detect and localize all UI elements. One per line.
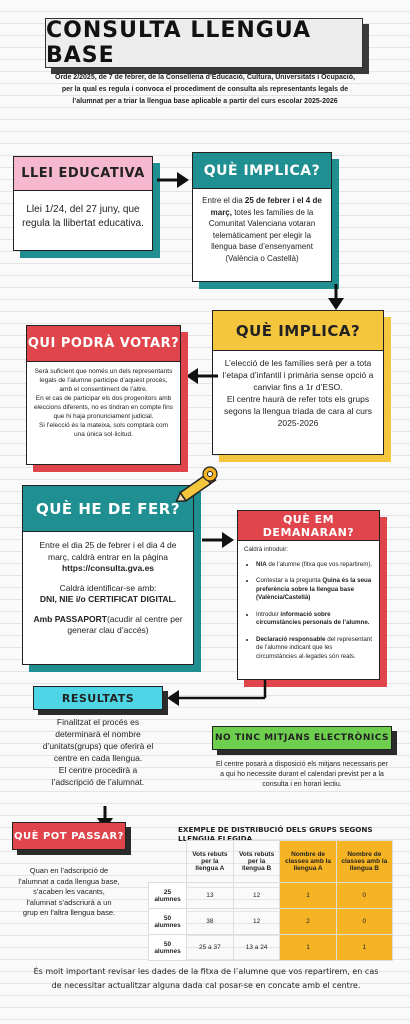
table-row bbox=[149, 909, 393, 935]
que-implica-text-1 bbox=[193, 189, 331, 270]
que-implica-box-1 bbox=[192, 152, 332, 282]
arrow-connector-icon bbox=[165, 680, 275, 720]
que-fer-p4-rest: (acudir al centre per generar clau d’accés) bbox=[67, 613, 183, 635]
no-tinc-text: El centre posarà a disposició els mitjans necessaris per a qui ho necessite durant el calendari previst per a la consulta i en horari lectiu. bbox=[216, 761, 388, 788]
que-fer-text bbox=[23, 532, 193, 645]
pencil-icon bbox=[172, 462, 222, 512]
table-cell: 1 bbox=[280, 935, 336, 961]
table-cell: 12 bbox=[233, 909, 280, 935]
resultats-p1: Finalitzat el procés es determinarà el nombre d’unitats(grups) que oferirà el centre en cada llengua. bbox=[42, 717, 154, 763]
table-cell: 0 bbox=[336, 883, 392, 909]
arrow-right-icon-2 bbox=[202, 530, 234, 550]
table-row bbox=[149, 883, 393, 909]
table-cell: 0 bbox=[336, 909, 392, 935]
demanaran-heading: QUÈ EM DEMANARAN? bbox=[238, 511, 379, 541]
table-header-classes-b: Nombre de classes amb la llengua B bbox=[336, 841, 392, 883]
demanaran-list bbox=[244, 561, 373, 662]
qui-votara-text bbox=[27, 362, 180, 444]
que-implica-text-2 bbox=[213, 351, 383, 435]
que-implica-text-1-bold: 25 de febrer i el 4 de març, bbox=[210, 196, 322, 217]
intro-line-1: Orde 2/2025, de 7 de febrer, de la Conselleria d’Educació, Cultura, Universitats i Ocupació, bbox=[55, 74, 355, 81]
llei-box bbox=[13, 156, 153, 251]
arrow-down-icon bbox=[326, 284, 346, 310]
table-cell: 50 alumnes bbox=[149, 935, 187, 961]
table-header-votes-a: Vots rebuts per la llengua A bbox=[187, 841, 234, 883]
qui-votara-p1: Serà suficient que només un dels representants legals de l’alumne participe d’aquest procés, amb el consentiment de l’altre. bbox=[34, 368, 173, 393]
table-cell: 13 bbox=[187, 883, 234, 909]
que-implica-text-1-post: totes les famílies de la Comunitat Valenciana votaran telemàticament per elegir la llengua base d’ensenyament (València o Castellà) bbox=[208, 207, 316, 263]
demanaran-item-1 bbox=[256, 561, 373, 570]
demanaran-intro: Caldrà introduir: bbox=[244, 546, 289, 553]
que-fer-url[interactable]: https://consulta.gva.es bbox=[61, 563, 155, 573]
que-fer-p4 bbox=[29, 614, 187, 637]
que-implica-p2: El centre haurà de refer tots els grups segons la llengua triada de cara al curs 2025-2026 bbox=[224, 394, 372, 428]
demanaran-item-3-pre: Introduir bbox=[256, 610, 281, 618]
title-banner bbox=[45, 18, 363, 68]
que-implica-p1: L’elecció de les famílies serà per a tota l’etapa d’infantil i primària sense opció a canviar fins a 1r d’ESO. bbox=[222, 358, 374, 392]
footer-note: És molt important revisar les dades de la fitxa de l’alumne que vos repartirem, en cas de necessitar actualitzar alguna dada cal posar-se en concate amb el centre. bbox=[33, 967, 379, 990]
table-header-empty bbox=[149, 841, 187, 883]
table-header-row bbox=[149, 841, 393, 883]
distribution-table bbox=[148, 840, 393, 961]
demanaran-item-3-bold: informació sobre circumstàncies personals de l’alumne. bbox=[256, 610, 370, 626]
qui-votara-heading: QUI PODRÀ VOTAR? bbox=[27, 326, 180, 362]
qui-votara-box bbox=[26, 325, 181, 465]
table-cell: 13 a 24 bbox=[233, 935, 280, 961]
que-implica-heading-1: QUÈ IMPLICA? bbox=[193, 153, 331, 189]
que-implica-text-1-pre: Entre el dia bbox=[202, 196, 245, 205]
demanaran-item-2-pre: Contestar a la pregunta bbox=[256, 577, 323, 584]
table-cell: 50 alumnes bbox=[149, 909, 187, 935]
intro-line-2: per la qual es regula i convoca el procediment de consulta als representants legals de bbox=[61, 86, 349, 93]
no-tinc-heading: NO TINC MITJANS ELECTRÒNICS bbox=[212, 726, 392, 750]
no-tinc-box bbox=[212, 726, 392, 808]
table-row bbox=[149, 935, 393, 961]
que-implica-box-2 bbox=[212, 310, 384, 455]
table-cell: 25 a 37 bbox=[187, 935, 234, 961]
llei-heading: LLEI EDUCATIVA bbox=[14, 157, 152, 191]
qui-votara-p3: Si l’elecció és la mateixa, sols comptarà com una única sol·licitud. bbox=[39, 422, 168, 438]
demanaran-item-2-bold: Quina és la seua preferència sobre la llengua base (València/Castellà) bbox=[256, 577, 372, 601]
que-fer-box bbox=[22, 485, 194, 665]
table-header-classes-a: Nombre de classes amb la llengua A bbox=[280, 841, 336, 883]
pot-passar-box bbox=[12, 822, 126, 942]
que-fer-p2: Caldrà identificar-se amb: bbox=[59, 582, 157, 593]
table-cell: 12 bbox=[233, 883, 280, 909]
pot-passar-heading: QUÈ POT PASSAR? bbox=[12, 822, 126, 850]
demanaran-item-4-bold: Declaració responsable bbox=[256, 635, 326, 643]
resultats-text bbox=[33, 710, 163, 794]
demanaran-item-4 bbox=[256, 636, 373, 662]
resultats-p2: El centre procedirà a l’adscripció de l’alumnat. bbox=[51, 765, 145, 787]
table-cell: 1 bbox=[336, 935, 392, 961]
que-fer-p1: Entre el dia 25 de febrer i el dia 4 de març, caldrà entrar en la pàgina bbox=[39, 540, 177, 562]
demanaran-item-2 bbox=[256, 577, 373, 603]
demanaran-text bbox=[238, 541, 379, 674]
table-title: EXEMPLE DE DISTRIBUCIÓ DELS GRUPS SEGONS LLENGUA ELEGIDA bbox=[178, 825, 373, 843]
que-implica-heading-2: QUÈ IMPLICA? bbox=[213, 311, 383, 351]
que-fer-p3: DNI, NIE i/o CERTIFICAT DIGITAL. bbox=[39, 594, 177, 604]
que-fer-p4-bold: Amb PASSAPORT bbox=[33, 613, 107, 624]
table-cell: 1 bbox=[280, 883, 336, 909]
arrow-left-icon bbox=[186, 366, 218, 386]
demanaran-box bbox=[237, 510, 380, 680]
resultats-heading: RESULTATS bbox=[33, 686, 163, 710]
demanaran-item-3 bbox=[256, 611, 373, 628]
llei-text: Llei 1/24, del 27 juny, que regula la llibertat educativa. bbox=[22, 204, 144, 229]
pot-passar-text: Quan en l’adscripció de l’alumnat a cada llengua base, s’acaben les vacants, l’alumnat s’adscriurà a un grup en l’altra llengua base. bbox=[18, 866, 120, 917]
que-fer-heading: QUÈ HE DE FER? bbox=[23, 486, 193, 532]
resultats-box bbox=[33, 686, 163, 806]
table-header-votes-b: Vots rebuts per la llengua B bbox=[233, 841, 280, 883]
demanaran-item-1-rest: de l’alumne (fitxa que vos repartirem). bbox=[266, 560, 373, 568]
page-title: CONSULTA LLENGUA BASE bbox=[46, 18, 312, 68]
demanaran-item-1-bold: NIA bbox=[256, 560, 267, 568]
table-cell: 38 bbox=[187, 909, 234, 935]
demanaran-item-4-rest: del representant de l’alumne indicant que les circumstàncies al·legades són reals. bbox=[256, 635, 372, 660]
qui-votara-p2: En el cas de participar els dos progenitors amb eleccions diferents, no es tindran en compte fins que hi haja pronunciament judicial. bbox=[33, 395, 174, 420]
arrow-right-icon bbox=[157, 170, 189, 190]
table-cell: 2 bbox=[280, 909, 336, 935]
table-cell: 25 alumnes bbox=[149, 883, 187, 909]
intro-text bbox=[20, 72, 390, 108]
intro-line-3: l’alumnat per a triar la llengua base aplicable a partir del curs escolar 2025-2026 bbox=[72, 98, 338, 105]
